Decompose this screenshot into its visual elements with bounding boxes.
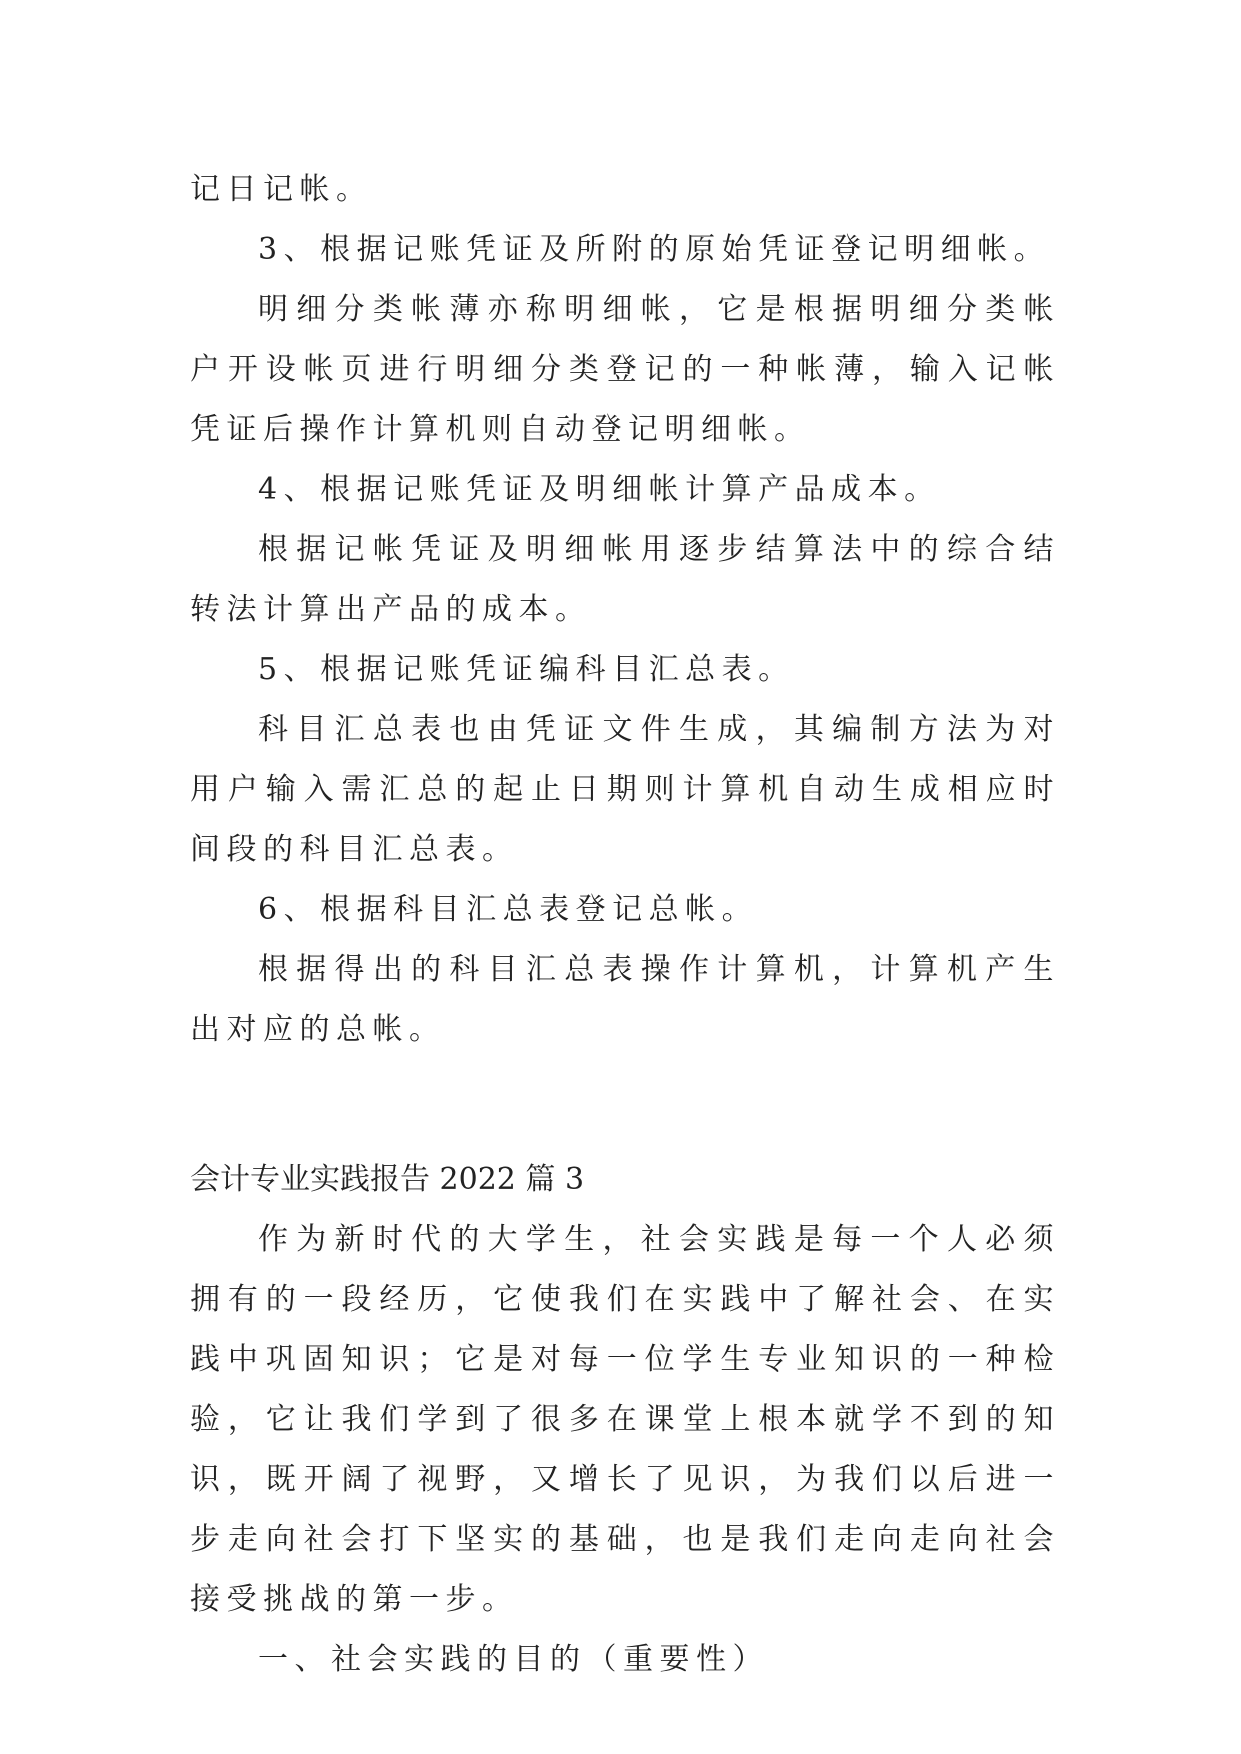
paragraph: 记日记帐。 — [190, 172, 373, 207]
paragraph: 作为新时代的大学生，社会实践是每一个人必须拥有的一段经历，它使我们在实践中了解社会、在实践中巩固知识；它是对每一位学生专业知识的一种检验，它让我们学到了很多在课堂上根本就学不到的知识，既开阔了视野，又增长了见识，为我们以后进一步走向社会打下坚实的基础，也是我们走向走向社会接受挑战的第一步。 — [190, 1222, 1060, 1617]
step-heading: 6、根据科目汇总表登记总帐。 — [258, 892, 759, 927]
paragraph: 根据得出的科目汇总表操作计算机，计算机产生出对应的总帐。 — [190, 952, 1060, 1047]
section-spacer — [190, 1060, 1060, 1150]
document-page — [190, 160, 1060, 1690]
step-heading: 3、根据记账凭证及所附的原始凭证登记明细帐。 — [258, 232, 1051, 267]
subsection-heading: 一、社会实践的目的（重要性） — [258, 1642, 769, 1677]
paragraph: 科目汇总表也由凭证文件生成，其编制方法为对用户输入需汇总的起止日期则计算机自动生成相应时间段的科目汇总表。 — [190, 712, 1060, 867]
paragraph: 明细分类帐薄亦称明细帐，它是根据明细分类帐户开设帐页进行明细分类登记的一种帐薄，输入记帐凭证后操作计算机则自动登记明细帐。 — [190, 292, 1060, 447]
step-heading: 5、根据记账凭证编科目汇总表。 — [258, 652, 795, 687]
step-heading: 4、根据记账凭证及明细帐计算产品成本。 — [258, 472, 941, 507]
paragraph: 根据记帐凭证及明细帐用逐步结算法中的综合结转法计算出产品的成本。 — [190, 532, 1060, 627]
section-heading: 会计专业实践报告 2022 篇 3 — [190, 1162, 585, 1197]
